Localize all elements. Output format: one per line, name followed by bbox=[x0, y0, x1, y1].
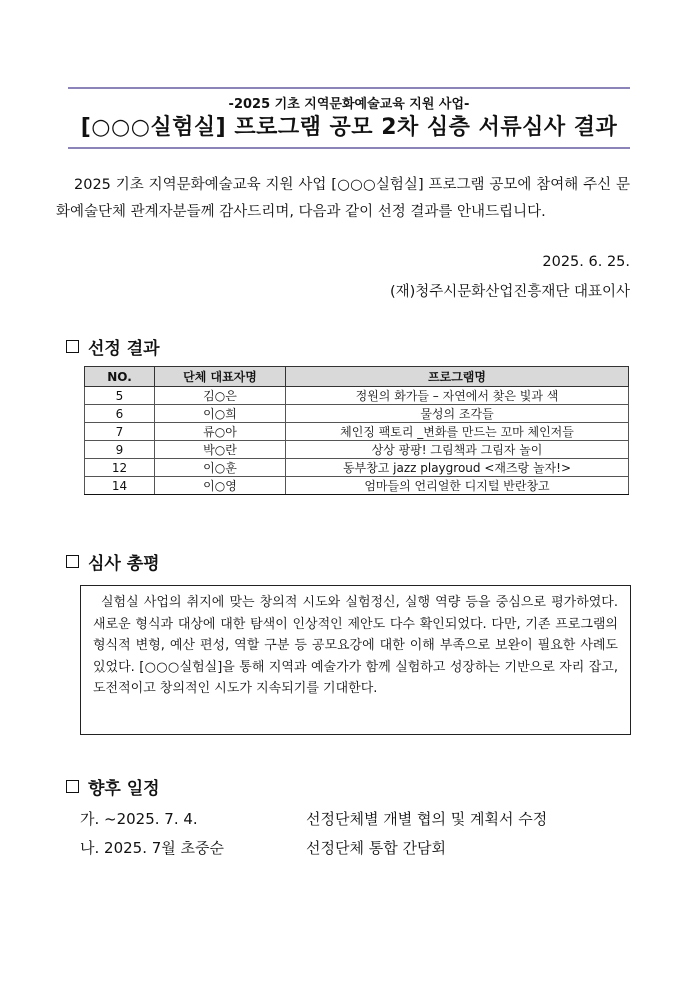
table-row bbox=[85, 477, 629, 495]
schedule-what: 선정단체 통합 간담회 bbox=[306, 839, 446, 857]
cell-representative: 이○영 bbox=[155, 477, 286, 495]
document-subtitle: -2025 기초 지역문화예술교육 지원 사업- bbox=[228, 97, 470, 112]
intro-text: 2025 기초 지역문화예술교육 지원 사업 [○○○실험실] 프로그램 공모에 참여해 주신 문화예술단체 관계자분들께 감사드리며, 다음과 같이 선정 결과를 안내드립니다. bbox=[56, 177, 630, 220]
intro-paragraph bbox=[56, 172, 630, 226]
table-row bbox=[85, 387, 629, 405]
checkbox-square-icon bbox=[66, 780, 79, 793]
col-header-no: NO. bbox=[85, 367, 155, 387]
cell-program: 동부창고 jazz playgroud <재즈랑 놀자!> bbox=[286, 459, 629, 477]
schedule-what: 선정단체별 개별 협의 및 계획서 수정 bbox=[306, 810, 548, 828]
checkbox-square-icon bbox=[66, 340, 79, 353]
cell-no: 6 bbox=[85, 405, 155, 423]
table-row bbox=[85, 405, 629, 423]
table-row bbox=[85, 423, 629, 441]
cell-no: 9 bbox=[85, 441, 155, 459]
checkbox-square-icon bbox=[66, 555, 79, 568]
cell-representative: 류○아 bbox=[155, 423, 286, 441]
section-review-heading bbox=[66, 549, 160, 574]
cell-program: 체인징 팩토리 _변화를 만드는 꼬마 체인저들 bbox=[286, 423, 629, 441]
cell-program: 상상 팡팡! 그림책과 그림자 놀이 bbox=[286, 441, 629, 459]
section-selection-label: 선정 결과 bbox=[88, 339, 160, 359]
title-rule bbox=[68, 147, 630, 149]
cell-no: 5 bbox=[85, 387, 155, 405]
cell-no: 14 bbox=[85, 477, 155, 495]
cell-program: 엄마들의 언리얼한 디지털 반란창고 bbox=[286, 477, 629, 495]
table-row bbox=[85, 441, 629, 459]
section-review-label: 심사 총평 bbox=[88, 554, 160, 574]
review-text: 실험실 사업의 취지에 맞는 창의적 시도와 실험정신, 실행 역량 등을 중심으로 평가하였다. 새로운 형식과 대상에 대한 탐색이 인상적인 제안도 다수 확인되었다. 다만, 기존 프로그램의 형식적 변형, 예산 편성, 역할 구분 등 공모요강에 대한 이해 부족으로 보완이 필요한 사례도 있었다. [○○○실험실]을 통해 지역과 예술가가 함께 실험하고 성장하는 기반으로 자리 잡고, 도전적이고 창의적인 시도가 지속되기를 기대한다. bbox=[93, 595, 618, 696]
col-header-program: 프로그램명 bbox=[286, 367, 629, 387]
cell-representative: 김○은 bbox=[155, 387, 286, 405]
top-rule bbox=[68, 87, 630, 89]
cell-no: 12 bbox=[85, 459, 155, 477]
cell-representative: 박○란 bbox=[155, 441, 286, 459]
document-title: [○○○실험실] 프로그램 공모 2차 심층 서류심사 결과 bbox=[80, 115, 618, 140]
section-schedule-label: 향후 일정 bbox=[88, 779, 160, 799]
cell-no: 7 bbox=[85, 423, 155, 441]
selection-table bbox=[84, 366, 629, 495]
table-header-row bbox=[85, 367, 629, 387]
document-signer: (재)청주시문화산업진흥재단 대표이사 bbox=[389, 284, 630, 300]
document-date: 2025. 6. 25. bbox=[542, 254, 630, 270]
col-header-representative: 단체 대표자명 bbox=[155, 367, 286, 387]
section-selection-heading bbox=[66, 334, 160, 359]
schedule-when: 나. 2025. 7월 초중순 bbox=[80, 839, 225, 857]
review-box bbox=[80, 585, 631, 735]
cell-representative: 이○희 bbox=[155, 405, 286, 423]
cell-representative: 이○훈 bbox=[155, 459, 286, 477]
schedule-item bbox=[80, 837, 446, 858]
section-schedule-heading bbox=[66, 774, 160, 799]
cell-program: 물성의 조각들 bbox=[286, 405, 629, 423]
cell-program: 정원의 화가들 – 자연에서 찾은 빛과 색 bbox=[286, 387, 629, 405]
schedule-item bbox=[80, 808, 547, 829]
schedule-when: 가. ~2025. 7. 4. bbox=[80, 810, 198, 828]
table-row bbox=[85, 459, 629, 477]
